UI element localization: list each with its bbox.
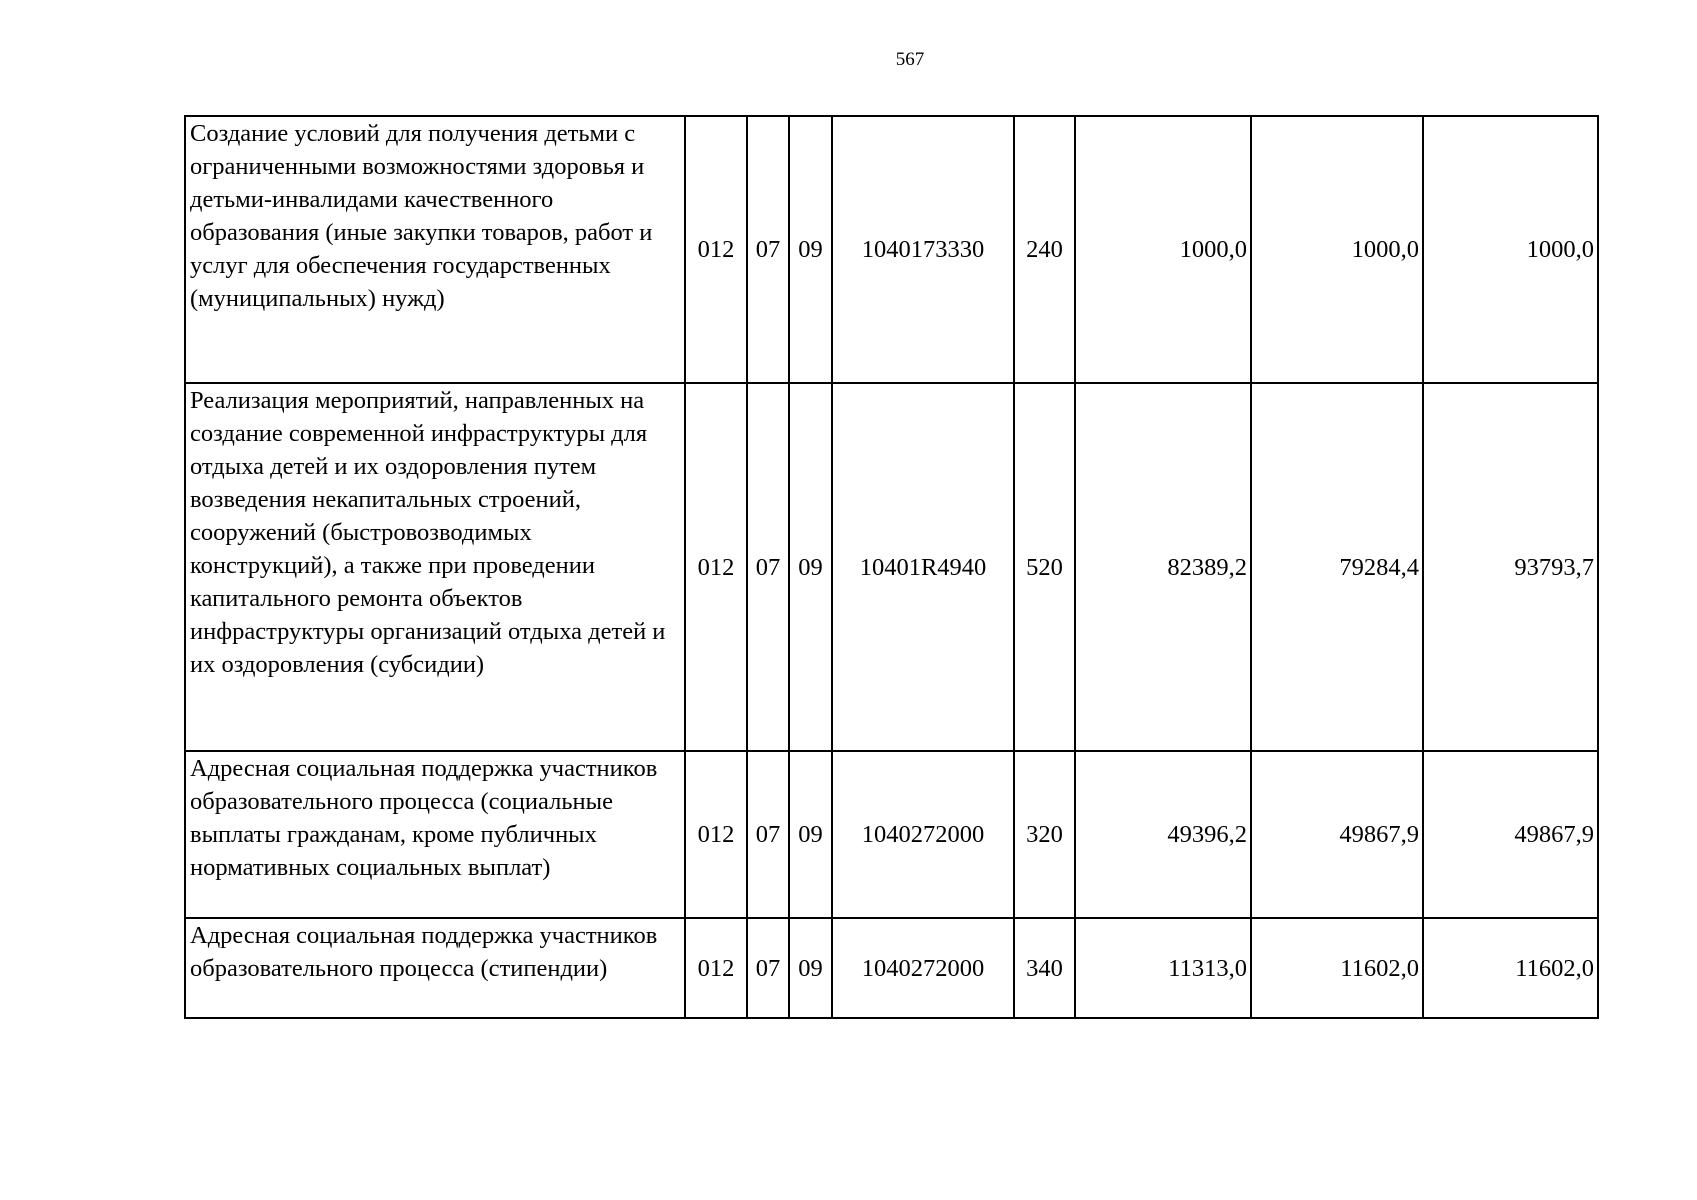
expense-type-code: 240	[1014, 116, 1075, 383]
ministry-code: 012	[685, 383, 747, 751]
expense-type-code: 320	[1014, 751, 1075, 918]
amount-year-2: 1000,0	[1251, 116, 1423, 383]
ministry-code: 012	[685, 751, 747, 918]
amount-year-3: 11602,0	[1423, 918, 1598, 1018]
ministry-code: 012	[685, 116, 747, 383]
subsection-code: 09	[789, 751, 832, 918]
table-row	[185, 116, 1598, 383]
amount-year-2: 11602,0	[1251, 918, 1423, 1018]
section-code: 07	[747, 918, 789, 1018]
budget-table	[184, 115, 1599, 1019]
target-article-code: 10401R4940	[832, 383, 1014, 751]
section-code: 07	[747, 383, 789, 751]
amount-year-1: 11313,0	[1075, 918, 1251, 1018]
amount-year-2: 79284,4	[1251, 383, 1423, 751]
target-article-code: 1040173330	[832, 116, 1014, 383]
amount-year-3: 1000,0	[1423, 116, 1598, 383]
page-number: 567	[895, 49, 925, 70]
table-row	[185, 383, 1598, 751]
target-article-code: 1040272000	[832, 918, 1014, 1018]
ministry-code: 012	[685, 918, 747, 1018]
row-description: Адресная социальная поддержка участников образовательного процесса (стипендии)	[185, 918, 685, 1018]
amount-year-1: 1000,0	[1075, 116, 1251, 383]
row-description: Адресная социальная поддержка участников образовательного процесса (социальные выплаты гражданам, кроме публичных нормативных социальных выплат)	[185, 751, 685, 918]
table-row	[185, 918, 1598, 1018]
subsection-code: 09	[789, 918, 832, 1018]
expense-type-code: 520	[1014, 383, 1075, 751]
target-article-code: 1040272000	[832, 751, 1014, 918]
table-row	[185, 751, 1598, 918]
amount-year-3: 93793,7	[1423, 383, 1598, 751]
subsection-code: 09	[789, 116, 832, 383]
amount-year-2: 49867,9	[1251, 751, 1423, 918]
expense-type-code: 340	[1014, 918, 1075, 1018]
section-code: 07	[747, 751, 789, 918]
amount-year-1: 49396,2	[1075, 751, 1251, 918]
subsection-code: 09	[789, 383, 832, 751]
section-code: 07	[747, 116, 789, 383]
amount-year-3: 49867,9	[1423, 751, 1598, 918]
row-description: Создание условий для получения детьми с ограниченными возможностями здоровья и детьми-инвалидами качественного образования (иные закупки товаров, работ и услуг для обеспечения государственных (муниципальных) нужд)	[185, 116, 685, 383]
row-description: Реализация мероприятий, направленных на создание современной инфраструктуры для отдыха детей и их оздоровления путем возведения некапитальных строений, сооружений (быстровозводимых конструкций), а также при проведении капитального ремонта объектов инфраструктуры организаций отдыха детей и их оздоровления (субсидии)	[185, 383, 685, 751]
amount-year-1: 82389,2	[1075, 383, 1251, 751]
